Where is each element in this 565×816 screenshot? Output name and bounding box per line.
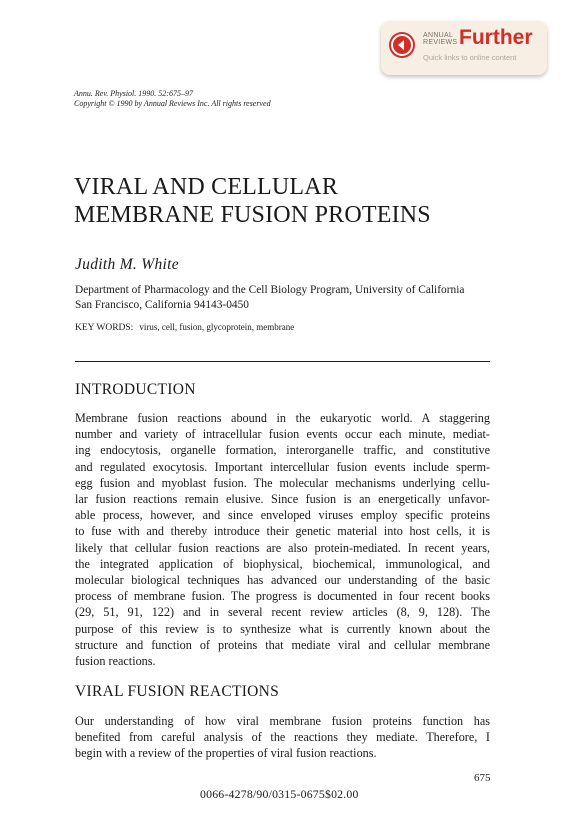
title-line1: VIRAL AND CELLULAR [74,174,339,200]
text-line: benefited from careful analysis of the reactions they mediate. Therefore, I [75,730,490,745]
affiliation-line2: San Francisco, California 94143-0450 [75,298,249,311]
viral-fusion-heading: VIRAL FUSION REACTIONS [75,683,280,700]
text-line: to fuse with and thereby introduce their genetic material into host cells, it is [75,524,490,539]
page-number: 675 [474,772,491,784]
text-line: ing endocytosis, organelle formation, interorganelle traffic, and constitutive [75,443,490,458]
text-line: (29, 51, 91, 122) and in several recent review articles (8, 9, 128). The [75,605,490,620]
text-line: begin with a review of the properties of viral fusion reactions. [75,746,377,761]
text-line: Our understanding of how viral membrane fusion proteins function has [75,714,490,728]
section-divider [75,361,490,362]
badge-small-line2: REVIEWS [423,39,458,46]
introduction-paragraph [75,410,490,669]
text-line: fusion reactions. [75,654,156,669]
text-line: able process, however, and since enveloped viruses employ specific proteins [75,508,490,523]
text-line: Membrane fusion reactions abound in the eukaryotic world. A staggering [75,411,490,425]
keywords-values: virus, cell, fusion, glycoprotein, membrane [139,322,295,332]
citation [74,89,271,109]
affiliation-line1: Department of Pharmacology and the Cell Biology Program, University of California [75,284,465,296]
introduction-heading: INTRODUCTION [75,381,196,398]
article-title [74,173,431,229]
text-line: and regulated exocytosis. Important intercellular fusion events include sperm- [75,459,490,474]
text-line: purpose of this review is to synthesize what is currently known about the [75,621,490,636]
text-line: molecular biological techniques has advanced our understanding of the basic [75,573,490,588]
badge-subtitle: Quick links to online content [423,53,517,62]
keywords-label: KEY WORDS: [75,323,134,333]
author-name: Judith M. White [75,256,179,273]
text-line: the integrated application of biophysical, biochemical, immunological, and [75,556,490,571]
citation-line2: Copyright © 1990 by Annual Reviews Inc. All rights reserved [74,99,271,108]
arrow-left-icon [389,32,415,58]
text-line: process of membrane fusion. The progress is documented in four recent books [75,589,490,604]
citation-line1: Annu. Rev. Physiol. 1990. 52:675–97 [74,89,193,98]
text-line: number and variety of intracellular fusion events occur each minute, mediat- [75,427,490,442]
badge-brand: Further [459,26,533,49]
further-badge[interactable] [381,21,547,75]
text-line: lar fusion reactions remain elusive. Since fusion is an energetically unfavor- [75,492,490,507]
text-line: egg fusion and myoblast fusion. The molecular mechanisms underlying cellu- [75,475,490,490]
text-line: likely that cellular fusion reactions are also protein-mediated. In recent years, [75,540,490,555]
author-affiliation [75,283,464,312]
footer-code: 0066-4278/90/0315-0675$02.00 [200,787,359,801]
viral-fusion-paragraph [75,713,490,762]
badge-publisher-label [423,32,457,46]
text-line: structure and function of proteins that mediate viral and cellular membrane [75,637,490,652]
keywords [75,322,294,333]
badge-small-line1: ANNUAL [423,32,454,39]
title-line2: MEMBRANE FUSION PROTEINS [74,202,431,228]
